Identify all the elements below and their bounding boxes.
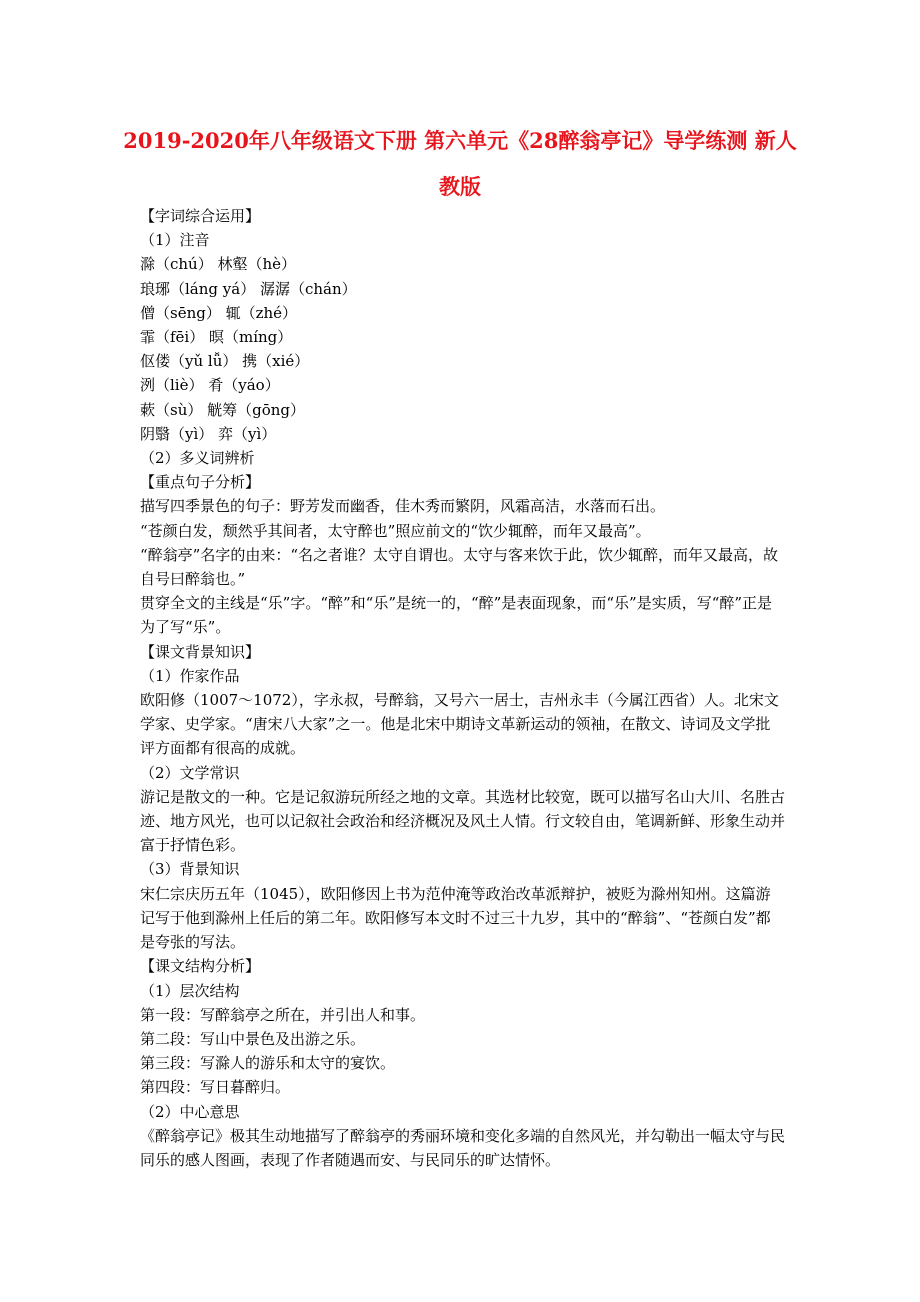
pronunciation-line: 霏（fēi） 暝（míng） (140, 328, 293, 347)
pronunciation-line: 阴翳（yì） 弈（yì） (140, 424, 277, 443)
paragraph: 描写四季景色的句子：野芳发而幽香，佳木秀而繁阴，风霜高洁，水落而石出。 (140, 497, 666, 516)
structure-line: 第二段：写山中景色及出游之乐。 (140, 1029, 366, 1048)
paragraph: 贯穿全文的主线是“乐”字。“醉”和“乐”是统一的，“醉”是表面现象，而“乐”是实质，写“醉”正是为了写“乐”。 (140, 594, 773, 637)
pronunciation-line: 伛偻（yǔ lǚ） 携（xié） (140, 352, 310, 371)
subheading: （2）多义词辨析 (140, 449, 255, 468)
pronunciation-line: 洌（liè） 肴（yáo） (140, 376, 280, 395)
structure-line: 第一段：写醉翁亭之所在，并引出人和事。 (140, 1005, 426, 1024)
paragraph: “醉翁亭”名字的由来：“名之者谁？太守自谓也。太守与客来饮于此，饮少辄醉，而年又最高，故自号曰醉翁也。” (140, 545, 779, 589)
section-heading: 【重点句子分析】 (140, 473, 261, 492)
subheading: （1）作家作品 (140, 666, 240, 685)
pronunciation-line: 滁（chú） 林壑（hè） (140, 255, 297, 274)
document-body (140, 204, 785, 1172)
document-title: 2019-2020年八年级语文下册 第六单元《28醉翁亭记》导学练测 新人教版 (123, 128, 797, 199)
subheading: （1）注音 (140, 231, 210, 250)
pronunciation-line: 僧（sēng） 辄（zhé） (140, 303, 298, 322)
paragraph: 宋仁宗庆历五年（1045），欧阳修因上书为范仲淹等政治改革派辩护，被贬为滁州知州。这篇游记写于他到滁州上任后的第二年。欧阳修写本文时不过三十九岁，其中的“醉翁”、“苍颜白发”都是夸张的写法。 (140, 884, 771, 952)
subheading: （3）背景知识 (140, 860, 240, 879)
section-heading: 【课文结构分析】 (140, 957, 261, 976)
paragraph: “苍颜白发，颓然乎其间者，太守醉也”照应前文的“饮少辄醉，而年又最高”。 (140, 521, 651, 540)
paragraph: 《醉翁亭记》极其生动地描写了醉翁亭的秀丽环境和变化多端的自然风光，并勾勒出一幅太守与民同乐的感人图画，表现了作者随遇而安、与民同乐的旷达情怀。 (140, 1126, 786, 1169)
structure-line: 第四段：写日暮醉归。 (140, 1078, 291, 1097)
structure-line: 第三段：写滁人的游乐和太守的宴饮。 (140, 1054, 396, 1073)
section-heading: 【字词综合运用】 (140, 207, 261, 225)
section-heading: 【课文背景知识】 (140, 642, 261, 661)
subheading: （2）中心意思 (140, 1102, 240, 1121)
paragraph: 欧阳修（1007～1072），字永叔，号醉翁，又号六一居士，吉州永丰（今属江西省）人。北宋文学家、史学家。“唐宋八大家”之一。他是北宋中期诗文革新运动的领袖，在散文、诗词及文学批评方面都有很高的成就。 (140, 691, 779, 758)
paragraph: 游记是散文的一种。它是记叙游玩所经之地的文章。其选材比较宽，既可以描写名山大川、名胜古迹、地方风光，也可以记叙社会政治和经济概况及风土人情。行文较自由，笔调新鲜、形象生动并富于抒情色彩。 (140, 787, 786, 855)
pronunciation-line: 琅琊（láng yá） 潺潺（chán） (140, 279, 357, 298)
pronunciation-line: 蔌（sù） 觥筹（gōng） (140, 400, 306, 419)
subheading: （1）层次结构 (140, 981, 240, 1000)
subheading: （2）文学常识 (140, 763, 240, 782)
